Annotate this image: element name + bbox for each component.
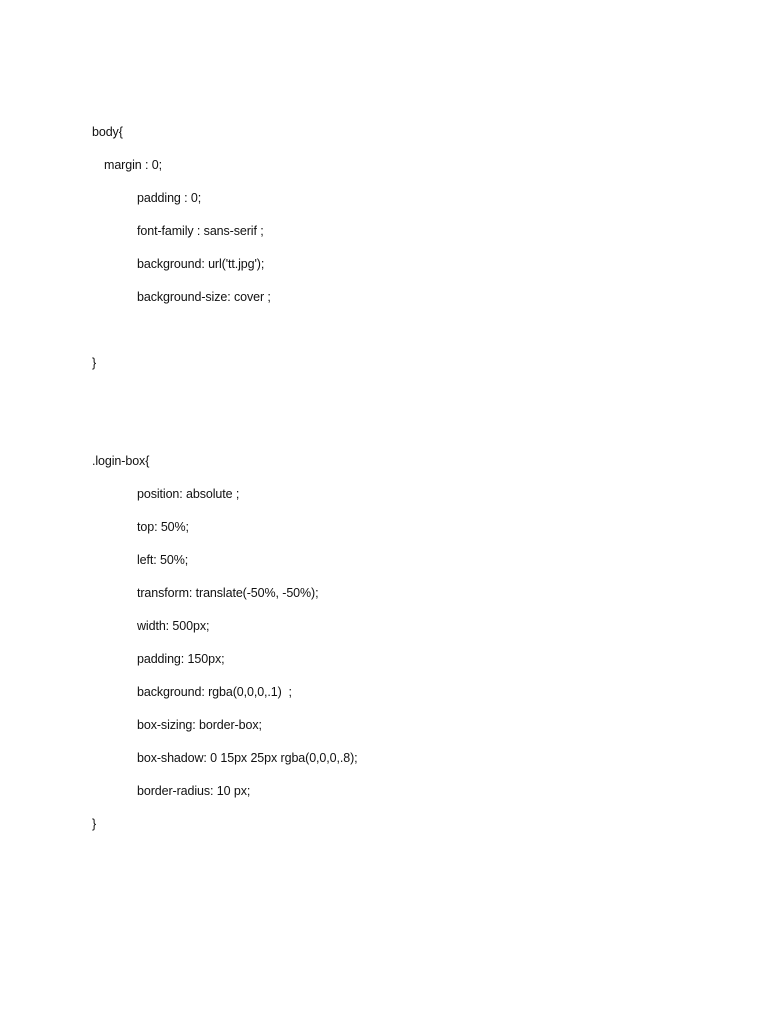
login-box-declaration-background: background: rgba(0,0,0,.1) ; [137,685,292,699]
body-declaration-margin: margin : 0; [104,158,162,172]
login-box-declaration-box-shadow: box-shadow: 0 15px 25px rgba(0,0,0,.8); [137,751,358,765]
login-box-declaration-top: top: 50%; [137,520,189,534]
login-box-declaration-padding: padding: 150px; [137,652,225,666]
body-declaration-background-size: background-size: cover ; [137,290,271,304]
body-declaration-background: background: url('tt.jpg'); [137,257,265,271]
login-box-selector-line: .login-box{ [92,454,150,468]
login-box-declaration-width: width: 500px; [137,619,210,633]
login-box-declaration-left: left: 50%; [137,553,189,567]
body-declaration-font-family: font-family : sans-serif ; [137,224,264,238]
login-box-declaration-transform: transform: translate(-50%, -50%); [137,586,319,600]
body-closing-brace: } [92,356,97,370]
login-box-declaration-position: position: absolute ; [137,487,240,501]
login-box-closing-brace: } [92,817,97,831]
body-declaration-padding: padding : 0; [137,191,202,205]
login-box-declaration-border-radius: border-radius: 10 px; [137,784,251,798]
body-selector-line: body{ [92,125,123,139]
login-box-declaration-box-sizing: box-sizing: border-box; [137,718,262,732]
